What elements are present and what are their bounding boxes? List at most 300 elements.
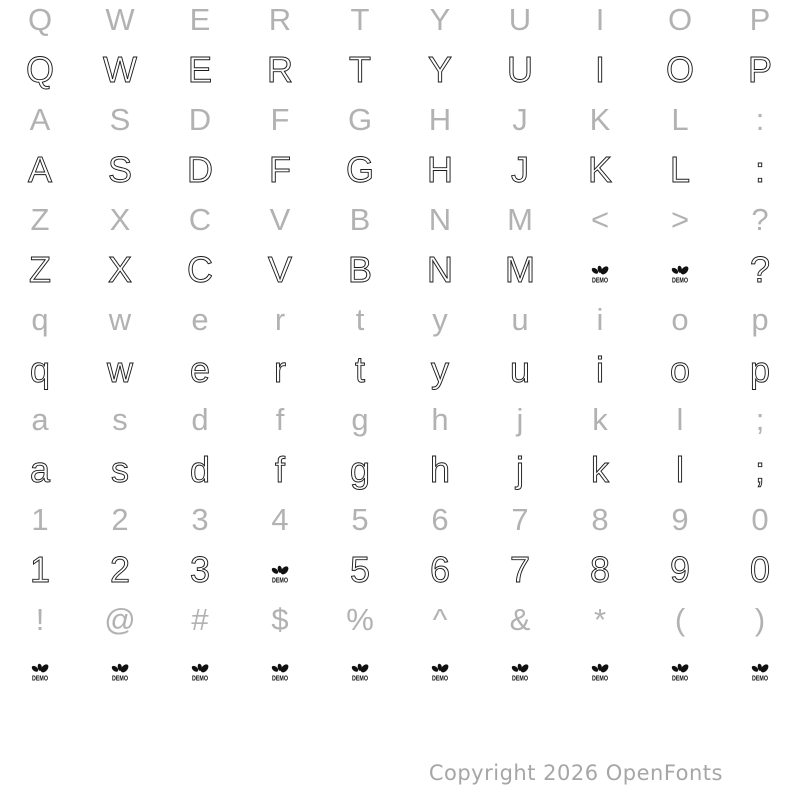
glyph-cell [80,595,160,645]
glyph-cell [640,295,720,345]
glyph-cell [720,95,800,145]
glyph-character: B [349,202,371,237]
glyph-cell [320,395,400,445]
glyph-cell [240,295,320,345]
demo-placeholder-label: DEMO [432,675,449,682]
glyph-character: a [29,449,51,490]
glyph-character: P [747,49,772,90]
glyph-character: G [347,102,373,137]
glyph-character: 9 [669,549,691,590]
glyph-cell [240,395,320,445]
glyph-character: V [269,202,291,237]
glyph-cell [320,645,400,695]
glyph-cell [80,495,160,545]
demo-placeholder-label: DEMO [592,277,609,284]
glyph-cell [640,95,720,145]
demo-placeholder-icon [348,661,372,682]
glyph-cell [160,445,240,495]
glyph-cell [720,195,800,245]
demo-placeholder-icon [268,661,292,682]
glyph-cell [640,445,720,495]
glyph-character: Z [30,202,50,237]
glyph-cell [640,195,720,245]
glyph-character: i [596,349,604,390]
glyph-cell [480,195,560,245]
glyph-cell [160,245,240,295]
glyph-cell [0,495,80,545]
glyph-character: A [29,102,51,137]
glyph-row-uppercase-qwerty-demo [0,45,800,95]
glyph-character: 0 [749,549,771,590]
glyph-cell [480,295,560,345]
glyph-cell [80,445,160,495]
glyph-character: u [509,349,531,390]
glyph-cell [240,145,320,195]
glyph-cell [400,345,480,395]
copyright-text: Copyright 2026 OpenFonts [428,761,723,785]
glyph-cell [0,595,80,645]
glyph-cell [560,95,640,145]
glyph-character: l [676,402,684,437]
glyph-character: Y [429,2,451,37]
glyph-character: f [274,449,285,490]
glyph-character: C [188,202,212,237]
glyph-cell [160,195,240,245]
glyph-character: w [107,349,133,390]
glyph-cell [240,45,320,95]
glyph-cell [720,295,800,345]
glyph-character: ? [749,249,771,290]
glyph-character: F [269,149,291,190]
glyph-cell [0,645,80,695]
glyph-character: 2 [111,502,129,537]
glyph-character: 5 [351,502,369,537]
glyph-cell [240,645,320,695]
glyph-cell [80,245,160,295]
glyph-character: Z [29,249,51,290]
glyph-cell [400,595,480,645]
glyph-cell [560,495,640,545]
glyph-character: j [516,449,524,490]
glyph-cell [80,45,160,95]
glyph-row-symbols-demo [0,645,800,695]
glyph-character: q [29,349,51,390]
glyph-character: S [107,149,132,190]
glyph-cell [160,95,240,145]
glyph-cell [0,295,80,345]
glyph-cell [720,445,800,495]
glyph-character: 5 [349,549,371,590]
glyph-cell [240,345,320,395]
glyph-character: k [592,402,608,437]
glyph-character: R [267,49,293,90]
demo-placeholder-icon [508,661,532,682]
glyph-character: : [754,149,765,190]
glyph-cell [480,245,560,295]
glyph-character: p [751,302,769,337]
glyph-cell [400,495,480,545]
glyph-cell [560,295,640,345]
glyph-character: I [594,49,605,90]
glyph-character: K [587,149,612,190]
glyph-cell [400,195,480,245]
glyph-character: # [191,602,209,637]
glyph-cell [0,145,80,195]
demo-placeholder-icon [588,263,612,284]
glyph-character: K [589,102,611,137]
glyph-cell [560,395,640,445]
glyph-character: ) [754,602,766,637]
glyph-cell [240,195,320,245]
glyph-character: L [671,102,689,137]
glyph-character: H [427,149,453,190]
glyph-cell [160,545,240,595]
glyph-character: ( [674,602,686,637]
glyph-cell [640,645,720,695]
glyph-cell [320,595,400,645]
glyph-cell [0,345,80,395]
glyph-character: T [349,49,371,90]
glyph-cell [80,645,160,695]
demo-placeholder-label: DEMO [112,675,129,682]
glyph-row-uppercase-home-reference [0,95,800,145]
glyph-cell [160,45,240,95]
demo-placeholder-icon [428,661,452,682]
glyph-character: k [591,449,609,490]
demo-placeholder-icon [108,661,132,682]
glyph-character: * [593,602,607,637]
demo-placeholder-label: DEMO [752,675,769,682]
glyph-cell [560,545,640,595]
glyph-cell [0,95,80,145]
glyph-cell [400,145,480,195]
glyph-character: X [109,202,131,237]
glyph-character: E [187,49,212,90]
demo-placeholder-label: DEMO [672,675,689,682]
glyph-cell [80,345,160,395]
glyph-cell [400,545,480,595]
glyph-cell [400,295,480,345]
glyph-cell [160,0,240,45]
glyph-character: 1 [29,549,51,590]
glyph-character: 7 [509,549,531,590]
glyph-character: 2 [109,549,131,590]
glyph-character: 3 [191,502,209,537]
glyph-cell [0,395,80,445]
glyph-cell [480,345,560,395]
glyph-character: r [274,302,286,337]
glyph-character: < [590,202,610,237]
glyph-character: S [109,102,131,137]
glyph-character: N [428,202,452,237]
glyph-cell [480,95,560,145]
glyph-character: Y [427,49,452,90]
demo-placeholder-label: DEMO [192,675,209,682]
glyph-character: 9 [671,502,689,537]
glyph-character: & [509,602,531,637]
glyph-character: p [749,349,771,390]
glyph-character: $ [271,602,289,637]
glyph-cell [560,145,640,195]
glyph-cell [160,145,240,195]
glyph-row-lowercase-home-reference [0,395,800,445]
glyph-character: T [350,2,370,37]
glyph-cell [720,645,800,695]
glyph-cell [720,145,800,195]
glyph-cell [320,0,400,45]
glyph-character: 4 [271,502,289,537]
glyph-character: M [505,249,535,290]
glyph-cell [560,345,640,395]
demo-placeholder-label: DEMO [352,675,369,682]
glyph-character: ! [35,602,45,637]
glyph-cell [640,395,720,445]
glyph-character: l [676,449,684,490]
glyph-character: q [31,302,49,337]
glyph-cell [80,295,160,345]
glyph-row-uppercase-qwerty-reference [0,0,800,45]
glyph-character: B [347,249,372,290]
glyph-cell [560,595,640,645]
glyph-cell [160,645,240,695]
glyph-character: I [595,2,605,37]
glyph-cell [720,345,800,395]
glyph-cell [320,95,400,145]
glyph-cell [400,445,480,495]
glyph-character: w [108,302,132,337]
glyph-character: o [669,349,691,390]
glyph-cell [480,495,560,545]
glyph-cell [240,0,320,45]
glyph-cell [400,245,480,295]
glyph-character: Q [27,2,53,37]
glyph-character: s [112,402,128,437]
glyph-cell [240,545,320,595]
glyph-character: J [511,149,529,190]
glyph-character: O [667,2,693,37]
glyph-cell [0,445,80,495]
glyph-character: a [31,402,49,437]
glyph-cell [320,145,400,195]
glyph-cell [640,345,720,395]
glyph-cell [560,45,640,95]
glyph-cell [160,345,240,395]
glyph-character: u [511,302,529,337]
demo-placeholder-icon [668,263,692,284]
glyph-character: R [268,2,292,37]
glyph-character: O [665,49,694,90]
glyph-cell [480,45,560,95]
glyph-character: M [507,202,533,237]
glyph-cell [160,595,240,645]
glyph-cell [0,245,80,295]
glyph-character: Q [25,49,54,90]
glyph-cell [320,545,400,595]
demo-placeholder-icon [748,661,772,682]
glyph-cell [480,595,560,645]
glyph-character: d [189,449,211,490]
glyph-cell [0,545,80,595]
glyph-cell [80,545,160,595]
glyph-cell [320,445,400,495]
glyph-character: W [103,49,137,90]
glyph-character: e [189,349,211,390]
glyph-character: 8 [591,502,609,537]
glyph-character: F [270,102,290,137]
glyph-character: W [105,2,135,37]
glyph-cell [320,345,400,395]
glyph-cell [240,495,320,545]
glyph-character: h [429,449,451,490]
glyph-cell [320,245,400,295]
glyph-cell [400,45,480,95]
demo-placeholder-label: DEMO [272,577,289,584]
glyph-cell [400,395,480,445]
glyph-character: G [345,149,374,190]
glyph-cell [720,395,800,445]
glyph-character: 7 [511,502,529,537]
glyph-character: t [355,302,365,337]
glyph-character: H [428,102,452,137]
glyph-character: @ [104,602,136,637]
glyph-character: t [354,349,365,390]
glyph-cell [0,0,80,45]
glyph-cell [720,545,800,595]
glyph-character: U [508,2,532,37]
demo-placeholder-icon [668,661,692,682]
glyph-character: e [191,302,209,337]
glyph-character: % [346,602,374,637]
glyph-character: j [516,402,524,437]
glyph-cell [160,395,240,445]
glyph-character: ^ [432,602,448,637]
glyph-cell [320,295,400,345]
glyph-character: L [669,149,691,190]
glyph-cell [720,245,800,295]
glyph-cell [320,495,400,545]
glyph-character: U [507,49,533,90]
glyph-row-lowercase-qwerty-demo [0,345,800,395]
glyph-cell [640,0,720,45]
glyph-row-lowercase-home-demo [0,445,800,495]
glyph-row-uppercase-bottom-demo [0,245,800,295]
glyph-character: g [351,402,369,437]
glyph-row-uppercase-bottom-reference [0,195,800,245]
glyph-cell [320,45,400,95]
glyph-cell [640,245,720,295]
glyph-row-uppercase-home-demo [0,145,800,195]
glyph-cell [480,545,560,595]
glyph-character: V [267,249,292,290]
demo-placeholder-icon [28,661,52,682]
glyph-cell [0,195,80,245]
glyph-cell [160,295,240,345]
glyph-cell [80,0,160,45]
demo-placeholder-label: DEMO [272,675,289,682]
glyph-cell [400,645,480,695]
glyph-character: > [670,202,690,237]
glyph-character: : [755,102,765,137]
glyph-character: 0 [751,502,769,537]
demo-placeholder-label: DEMO [592,675,609,682]
glyph-cell [720,45,800,95]
glyph-cell [640,495,720,545]
glyph-cell [160,495,240,545]
glyph-character: h [431,402,449,437]
glyph-cell [720,595,800,645]
demo-placeholder-label: DEMO [512,675,529,682]
glyph-character: y [432,302,448,337]
glyph-cell [320,195,400,245]
glyph-row-lowercase-qwerty-reference [0,295,800,345]
glyph-cell [400,95,480,145]
glyph-cell [560,245,640,295]
glyph-cell [480,645,560,695]
glyph-cell [400,0,480,45]
glyph-character: E [189,2,211,37]
glyph-cell [480,0,560,45]
glyph-row-digits-demo [0,545,800,595]
demo-placeholder-icon [268,563,292,584]
glyph-cell [80,145,160,195]
glyph-cell [560,195,640,245]
glyph-character: 6 [429,549,451,590]
glyph-cell [720,0,800,45]
glyph-character: y [431,349,449,390]
glyph-cell [720,495,800,545]
glyph-character: g [349,449,371,490]
glyph-character: 6 [431,502,449,537]
glyph-cell [240,445,320,495]
glyph-character: D [188,102,212,137]
glyph-character: D [187,149,213,190]
glyph-character: P [749,2,771,37]
glyph-cell [80,395,160,445]
glyph-cell [640,145,720,195]
glyph-cell [480,145,560,195]
glyph-cell [480,445,560,495]
glyph-cell [80,195,160,245]
glyph-character: ; [755,402,765,437]
glyph-character: C [187,249,213,290]
demo-placeholder-icon [588,661,612,682]
glyph-character: i [596,302,604,337]
glyph-character: 8 [589,549,611,590]
glyph-character: ? [751,202,769,237]
glyph-row-symbols-reference [0,595,800,645]
glyph-character: o [671,302,689,337]
glyph-character: J [512,102,528,137]
glyph-cell [240,595,320,645]
glyph-character: 3 [189,549,211,590]
glyph-cell [480,395,560,445]
glyph-character: N [427,249,453,290]
glyph-cell [240,245,320,295]
glyph-cell [80,95,160,145]
glyph-character: 1 [31,502,49,537]
glyph-cell [640,545,720,595]
demo-placeholder-label: DEMO [672,277,689,284]
glyph-cell [640,595,720,645]
glyph-character: f [275,402,285,437]
glyph-character: r [274,349,286,390]
glyph-cell [0,45,80,95]
glyph-character: A [27,149,52,190]
glyph-character: s [111,449,129,490]
demo-placeholder-icon [188,661,212,682]
glyph-character: ; [754,449,765,490]
glyph-cell [560,445,640,495]
